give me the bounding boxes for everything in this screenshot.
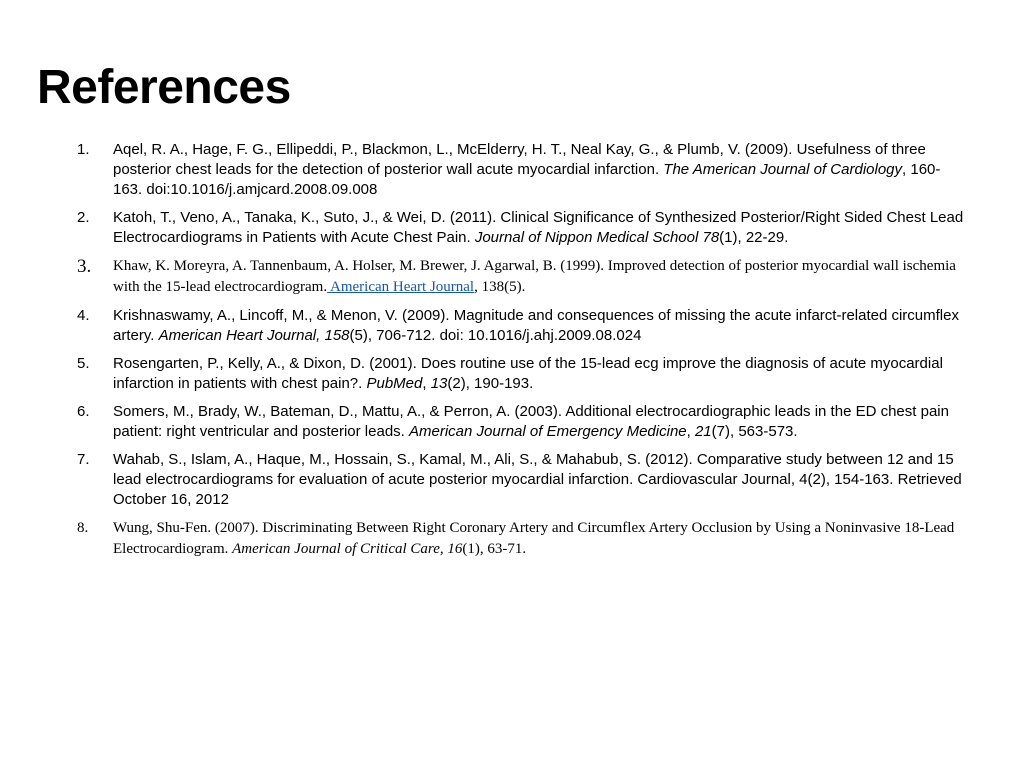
reference-separator: ,: [686, 423, 695, 440]
reference-text: Krishnaswamy, A., Lincoff, M., & Menon, V. (2009). Magnitude and consequences of missing the acute infarct-related circumflex artery.: [113, 307, 959, 344]
reference-volume: 13: [430, 375, 448, 392]
reference-separator: ,: [422, 375, 431, 392]
reference-number: 7.: [77, 451, 90, 468]
reference-number: 1.: [77, 141, 90, 158]
reference-text: Aqel, R. A., Hage, F. G., Ellipeddi, P., Blackmon, L., McElderry, H. T., Neal Kay, G., & Plumb, V. (2009). Usefulness of three posterior chest leads for the detection of posterior wall acute myocardial infarction.: [113, 141, 926, 178]
reference-journal: American Journal of Critical Care, 16: [232, 541, 463, 557]
reference-item-3: [77, 256, 967, 298]
reference-journal: American Journal of Emergency Medicine: [409, 423, 687, 440]
reference-number: 5.: [77, 355, 90, 372]
reference-details: , 138(5).: [474, 279, 526, 295]
reference-item-6: [77, 402, 967, 442]
reference-number: 4.: [77, 307, 90, 324]
page-title: References: [37, 61, 291, 114]
reference-text: Katoh, T., Veno, A., Tanaka, K., Suto, J., & Wei, D. (2011). Clinical Significance of Synthesized Posterior/Right Sided Chest Lead Electrocardiograms in Patients with Acute Chest Pain.: [113, 209, 964, 246]
reference-text: Khaw, K. Moreyra, A. Tannenbaum, A. Holser, M. Brewer, J. Agarwal, B. (1999). Improved detection of posterior myocardial wall ischemia with the 15-lead electrocardiogram.: [113, 258, 956, 295]
reference-item-2: [77, 208, 967, 248]
reference-details: (5), 706-712. doi: 10.1016/j.ahj.2009.08.024: [349, 327, 642, 344]
reference-details: (7), 563-573.: [711, 423, 798, 440]
reference-item-4: [77, 306, 967, 346]
reference-details: (2), 190-193.: [447, 375, 534, 392]
reference-text: Wung, Shu-Fen. (2007). Discriminating Between Right Coronary Artery and Circumflex Artery Occlusion by Using a Noninvasive 18-Lead Electrocardiogram.: [113, 520, 955, 557]
reference-volume: 21: [694, 423, 712, 440]
reference-text: Rosengarten, P., Kelly, A., & Dixon, D. (2001). Does routine use of the 15-lead ecg improve the diagnosis of acute myocardial infarction in patients with chest pain?.: [113, 355, 943, 392]
reference-details: (1), 22-29.: [719, 229, 789, 246]
reference-journal: PubMed: [366, 375, 423, 392]
reference-journal: American Heart Journal, 158: [158, 327, 350, 344]
reference-list: [77, 140, 967, 568]
journal-link[interactable]: American Heart Journal: [327, 279, 475, 295]
reference-details: (1), 63-71.: [462, 541, 527, 557]
reference-item-8: [77, 518, 967, 560]
reference-text: Somers, M., Brady, W., Bateman, D., Mattu, A., & Perron, A. (2003). Additional electrocardiographic leads in the ED chest pain patient: right ventricular and posterior leads.: [113, 403, 949, 440]
reference-journal: The American Journal of Cardiology: [663, 161, 903, 178]
reference-item-5: [77, 354, 967, 394]
reference-number: 2.: [77, 209, 90, 226]
reference-number: 8.: [77, 520, 89, 536]
reference-number: 6.: [77, 403, 90, 420]
reference-number: 3.: [77, 256, 92, 277]
reference-item-1: [77, 140, 967, 200]
reference-journal: Journal of Nippon Medical School 78: [474, 229, 720, 246]
reference-details: , 160-163. doi:10.1016/j.amjcard.2008.09.008: [113, 161, 941, 198]
reference-text: Wahab, S., Islam, A., Haque, M., Hossain, S., Kamal, M., Ali, S., & Mahabub, S. (2012). Comparative study between 12 and 15 lead electrocardiograms for evaluation of acute posterior myocardial infarction. Cardiovascular Journal, 4(2), 154-163. Retrieved October 16, 2012: [113, 451, 962, 508]
reference-item-7: [77, 450, 967, 510]
